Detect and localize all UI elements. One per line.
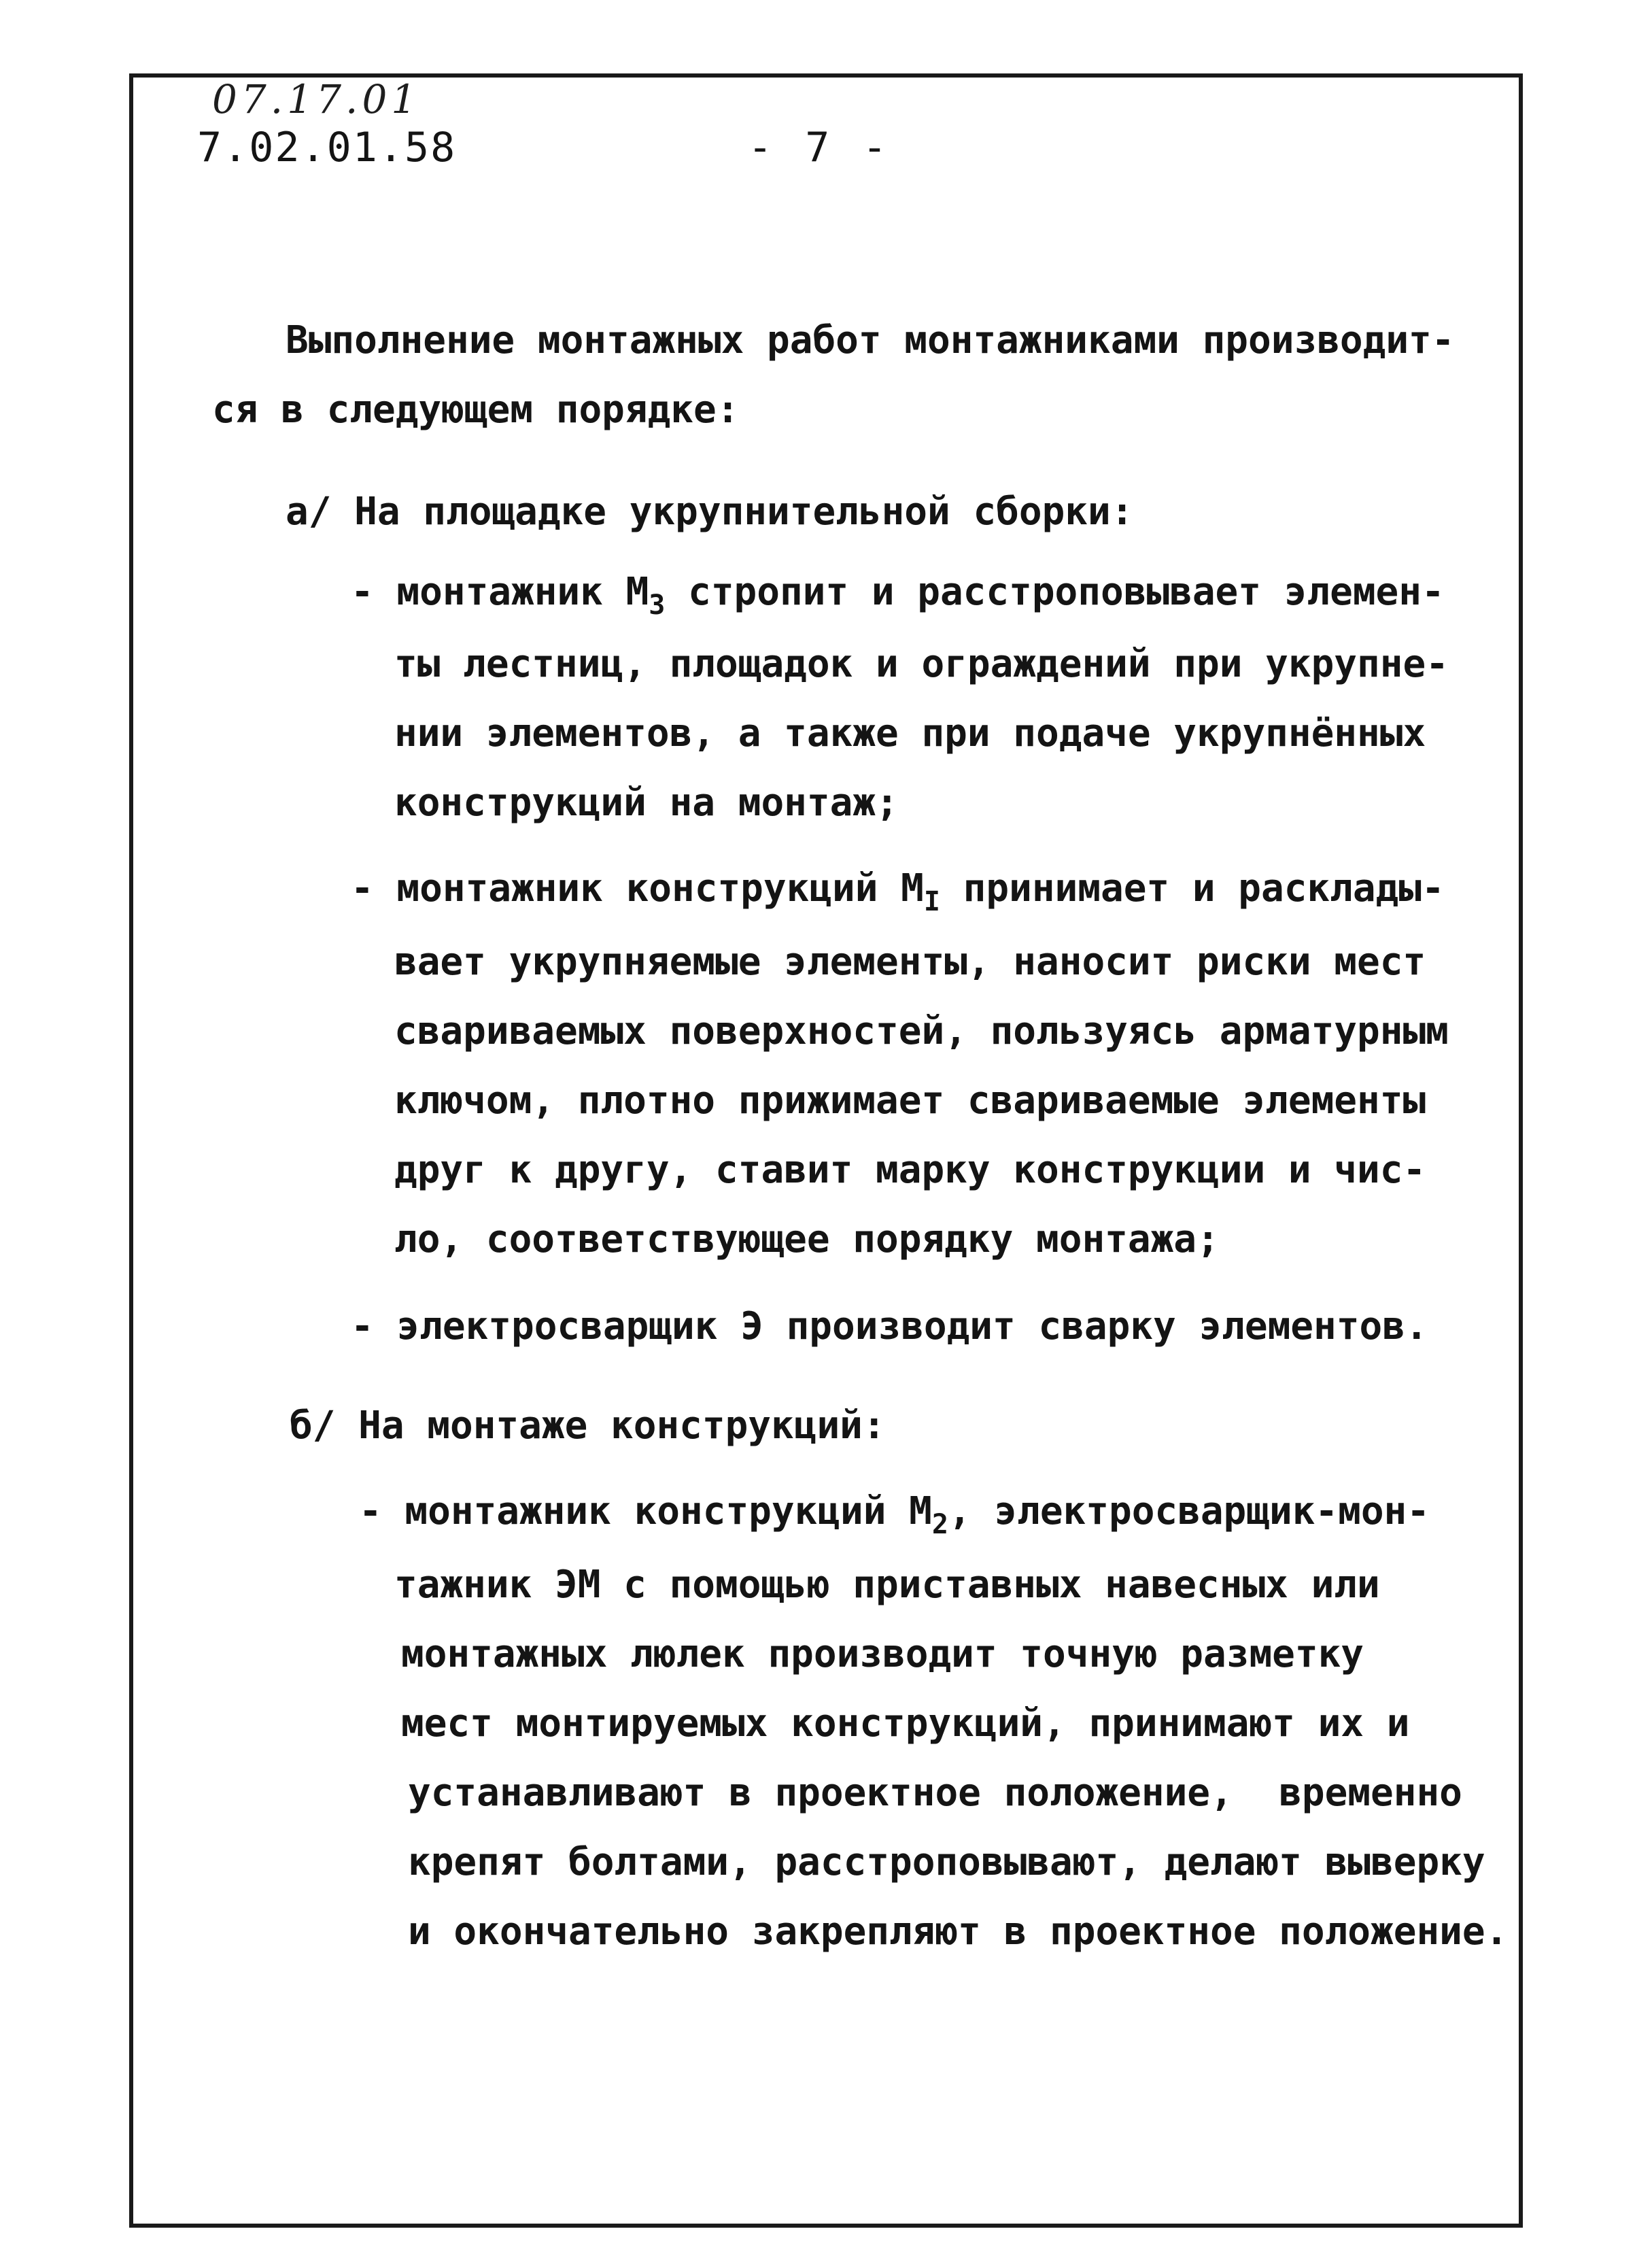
section-a-item-3-line-1: - электросварщик Э производит сварку элементов. bbox=[351, 1304, 1428, 1348]
section-b-item-1-line-5: устанавливают в проектное положение, временно bbox=[408, 1771, 1462, 1815]
section-b-item-1-line-7: и окончательно закрепляют в проектное положение. bbox=[408, 1909, 1509, 1954]
document-code: 7.02.01.58 bbox=[197, 124, 457, 171]
section-b-item-1-line-1: - монтажник конструкций $М_2$, электросварщик-мон- bbox=[359, 1489, 1430, 1540]
subscript: 3 bbox=[649, 590, 666, 621]
section-a-item-2-line-2: вает укрупняемые элементы, наносит риски мест bbox=[394, 940, 1426, 984]
section-a-item-2-line-6: ло, соответствующее порядку монтажа; bbox=[394, 1217, 1220, 1261]
intro-line-1: Выполнение монтажных работ монтажниками производит- bbox=[286, 318, 1455, 362]
intro-line-2: ся в следующем порядке: bbox=[212, 388, 740, 432]
section-a-item-2-line-3: свариваемых поверхностей, пользуясь арматурным bbox=[394, 1009, 1449, 1053]
section-a-item-1-line-1: - монтажник $М_3$ стропит и расстроповывает элемен- bbox=[351, 570, 1445, 621]
section-a-heading: а/ На площадке укрупнительной сборки: bbox=[286, 490, 1134, 534]
section-b-item-1-line-3: монтажных люлек производит точную разметку bbox=[401, 1632, 1364, 1676]
subscript: 2 bbox=[931, 1509, 948, 1540]
section-a-item-1-line-3: нии элементов, а также при подаче укрупнённых bbox=[394, 711, 1426, 755]
handwritten-number: 07.17.01 bbox=[212, 76, 421, 122]
page-number: - 7 - bbox=[748, 124, 891, 171]
section-b-heading: б/ На монтаже конструкций: bbox=[290, 1404, 886, 1448]
section-a-item-1-line-2: ты лестниц, площадок и ограждений при укрупне- bbox=[394, 642, 1449, 686]
section-a-item-2-line-1: - монтажник конструкций $М_I$ принимает и расклады- bbox=[351, 866, 1445, 917]
section-b-item-1-line-6: крепят болтами, расстроповывают, делают выверку bbox=[408, 1840, 1485, 1884]
subscript: I bbox=[923, 886, 940, 917]
section-b-item-1-line-2: тажник ЭМ с помощью приставных навесных или bbox=[394, 1563, 1380, 1607]
section-a-item-1-line-4: конструкций на монтаж; bbox=[394, 781, 899, 825]
section-a-item-2-line-5: друг к другу, ставит марку конструкции и чис- bbox=[394, 1148, 1426, 1192]
section-a-item-2-line-4: ключом, плотно прижимает свариваемые элементы bbox=[394, 1078, 1426, 1123]
section-b-item-1-line-4: мест монтируемых конструкций, принимают их и bbox=[401, 1701, 1410, 1746]
